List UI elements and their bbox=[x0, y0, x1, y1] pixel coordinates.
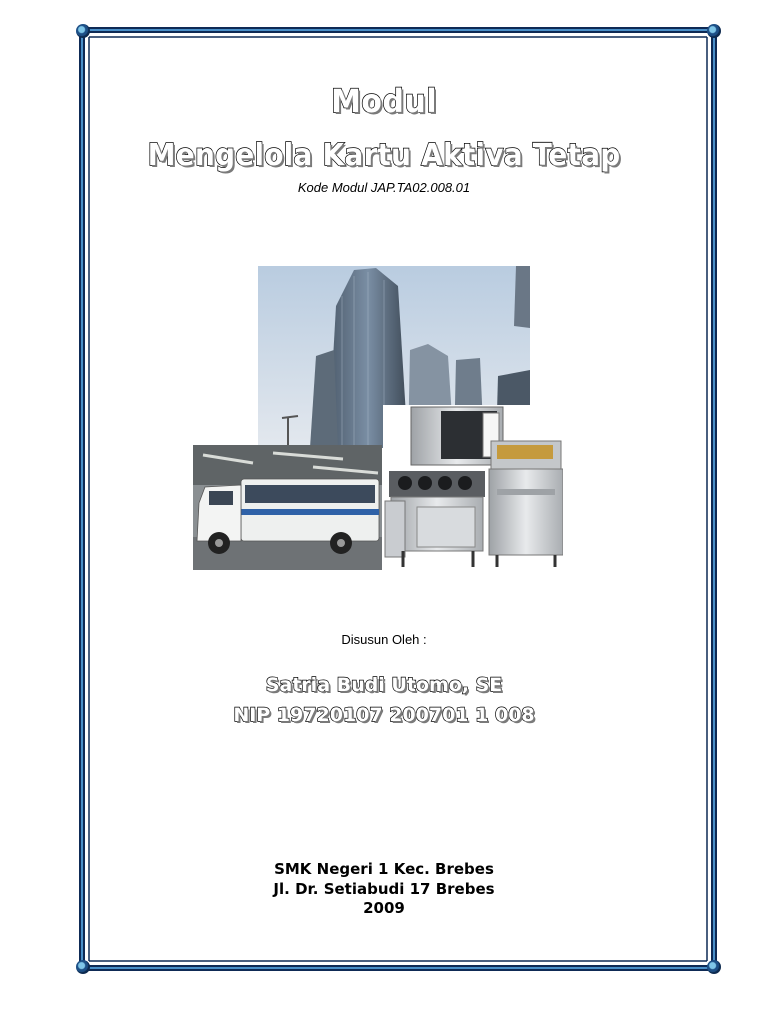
school-address: Jl. Dr. Setiabudi 17 Brebes bbox=[273, 880, 495, 898]
border-corner-ornament bbox=[707, 960, 721, 974]
truck-photo bbox=[193, 445, 382, 570]
school-name: SMK Negeri 1 Kec. Brebes bbox=[274, 860, 494, 878]
prepared-by-label: Disusun Oleh : bbox=[341, 632, 427, 647]
author-nip: NIP 19720107 200701 1 008 bbox=[233, 704, 535, 726]
module-title: Mengelola Kartu Aktiva Tetap bbox=[147, 136, 621, 173]
border-corner-ornament bbox=[76, 24, 90, 38]
module-code: Kode Modul JAP.TA02.008.01 bbox=[297, 180, 471, 195]
author-name: Satria Budi Utomo, SE bbox=[265, 674, 503, 696]
kitchen-equipment-photo bbox=[383, 405, 563, 570]
border-corner-ornament bbox=[707, 24, 721, 38]
module-title-label: Modul bbox=[330, 82, 438, 121]
border-corner-ornament bbox=[76, 960, 90, 974]
publication-year: 2009 bbox=[363, 899, 405, 917]
